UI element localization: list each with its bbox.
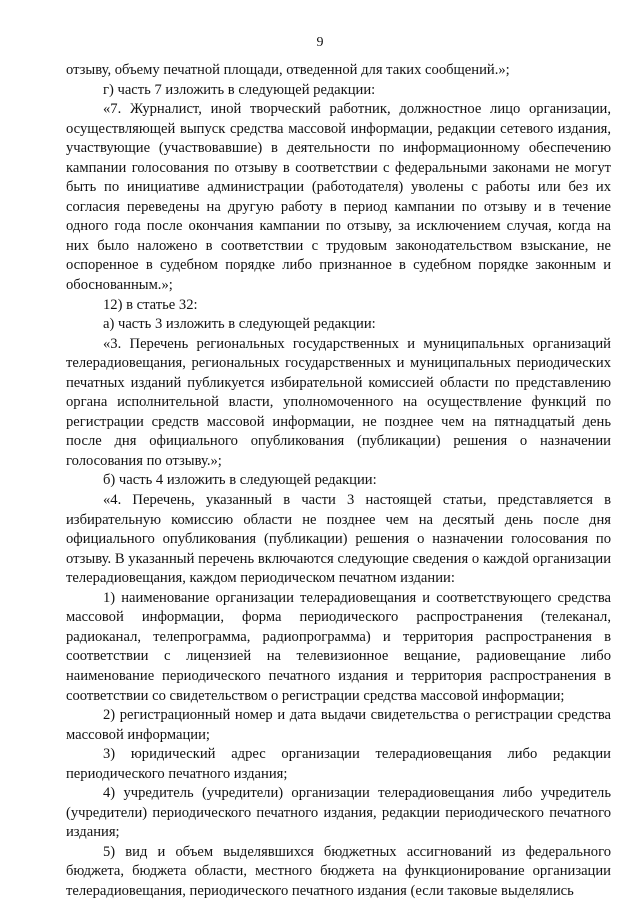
document-body xyxy=(66,61,611,902)
paragraph: 5) вид и объем выделявшихся бюджетных ассигнований из федерального бюджета, бюджета области, местного бюджета на функционирование организации телерадиовещания, периодического печатного издания (если таковые выделялись xyxy=(66,843,611,899)
paragraph: «3. Перечень региональных государственных и муниципальных организаций телерадиовещания, региональных государственных и муниципальных периодических печатных изданий публикуется избирательной комиссией области по представлению органа исполнительной власти, уполномоченного на осуществление функций по регистрации средств массовой информации, не позднее чем на пятнадцатый день после дня официального опубликования (публикации) решения о назначении голосования по отзыву.»; xyxy=(66,335,611,469)
paragraph: 2) регистрационный номер и дата выдачи свидетельства о регистрации средства массовой информации; xyxy=(66,707,611,743)
paragraph: 12) в статье 32: xyxy=(103,296,198,313)
paragraph: 3) юридический адрес организации телерадиовещания либо редакции периодического печатного издания; xyxy=(66,746,611,782)
paragraph: б) часть 4 изложить в следующей редакции: xyxy=(103,472,377,489)
page-number: 9 xyxy=(316,35,324,50)
paragraph: «4. Перечень, указанный в части 3 настоящей статьи, представляется в избирательную комиссию области не позднее чем на десятый день после дня официального опубликования (публикации) решения о назначении голосования по отзыву. В указанный перечень включаются следующие сведения о каждой организации телерадиовещания, каждом периодическом печатном издании: xyxy=(66,492,611,587)
paragraph: 1) наименование организации телерадиовещания и соответствующего средства массовой информации, форма периодического распространения (телеканал, радиоканал, телепрограмма, радиопрограмма) и территория распространения в соответствии с лицензией на телевизионное вещание, радиовещание либо наименование периодического печатного издания и территория распространения в соответствии со свидетельством о регистрации средства массовой информации; xyxy=(66,589,611,704)
paragraph: «7. Журналист, иной творческий работник, должностное лицо организации, осуществляющей выпуск средства массовой информации, редакции сетевого издания, участвующие (участвовавшие) в деятельности по информационному обеспечению кампании голосования по отзыву в соответствии с федеральными законами не могут быть по инициативе администрации (работодателя) уволены с работы или без их согласия переведены на другую работу в период кампании по отзыву и в течение одного года после окончания кампании по отзыву, за исключением случая, когда на них было наложено в соответствии с трудовым законодательством взыскание, не оспоренное в судебном порядке либо признанное в судебном порядке законным и обоснованным.»; xyxy=(66,101,611,294)
paragraph: а) часть 3 изложить в следующей редакции: xyxy=(103,316,376,333)
paragraph: г) часть 7 изложить в следующей редакции: xyxy=(103,81,376,98)
paragraph: отзыву, объему печатной площади, отведенной для таких сообщений.»; xyxy=(66,62,510,78)
paragraph: 4) учредитель (учредители) организации телерадиовещания либо учредитель (учредители) периодического печатного издания, редакции периодического печатного издания; xyxy=(66,785,611,841)
